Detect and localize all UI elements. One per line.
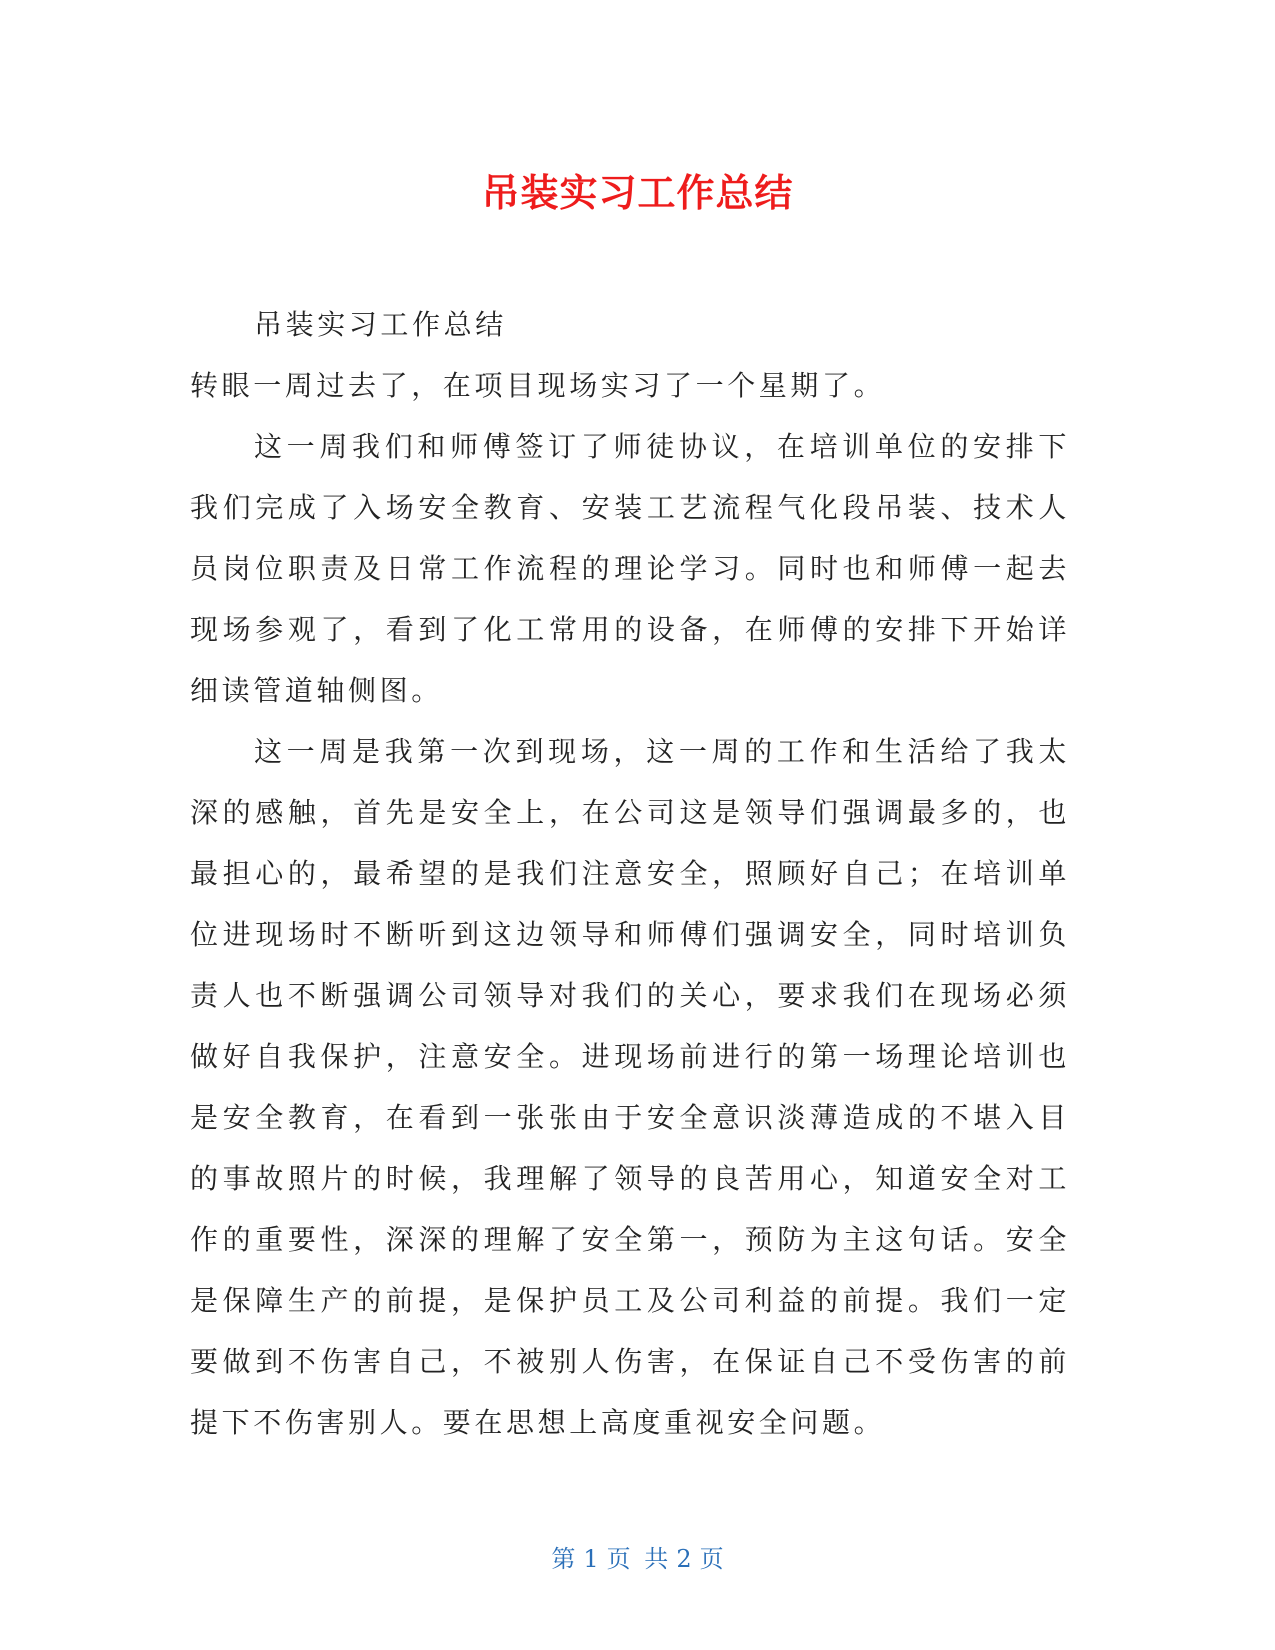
footer-middle: 页 共 <box>606 1545 669 1573</box>
paragraph-subtitle: 吊装实习工作总结 <box>254 308 507 341</box>
document-title: 吊装实习工作总结 <box>481 171 794 215</box>
footer-suffix: 页 <box>699 1545 724 1573</box>
paragraph-intro: 转眼一周过去了，在项目现场实习了一个星期了。 <box>190 369 886 402</box>
paragraph-week-summary: 这一周我们和师傅签订了师徒协议，在培训单位的安排下我们完成了入场安全教育、安装工艺流程气化段吊装、技术人员岗位职责及日常工作流程的理论学习。同时也和师傅一起去现场参观了，看到了化工常用的设备，在师傅的安排下开始详细读管道轴侧图。 <box>190 430 1070 707</box>
page-footer <box>0 1544 1275 1574</box>
footer-total-pages: 2 <box>676 1545 692 1573</box>
paragraph-safety: 这一周是我第一次到现场，这一周的工作和生活给了我太深的感触，首先是安全上，在公司这是领导们强调最多的，也最担心的，最希望的是我们注意安全，照顾好自己；在培训单位进现场时不断听到这边领导和师傅们强调安全，同时培训负责人也不断强调公司领导对我们的关心，要求我们在现场必须做好自我保护，注意安全。进现场前进行的第一场理论培训也是安全教育，在看到一张张由于安全意识淡薄造成的不堪入目的事故照片的时候，我理解了领导的良苦用心，知道安全对工作的重要性，深深的理解了安全第一，预防为主这句话。安全是保障生产的前提，是保护员工及公司利益的前提。我们一定要做到不伤害自己，不被别人伤害，在保证自己不受伤害的前提下不伤害别人。要在思想上高度重视安全问题。 <box>190 735 1070 1439</box>
footer-prefix: 第 <box>551 1545 576 1573</box>
footer-current-page: 1 <box>583 1545 599 1573</box>
document-body <box>190 294 1070 1453</box>
